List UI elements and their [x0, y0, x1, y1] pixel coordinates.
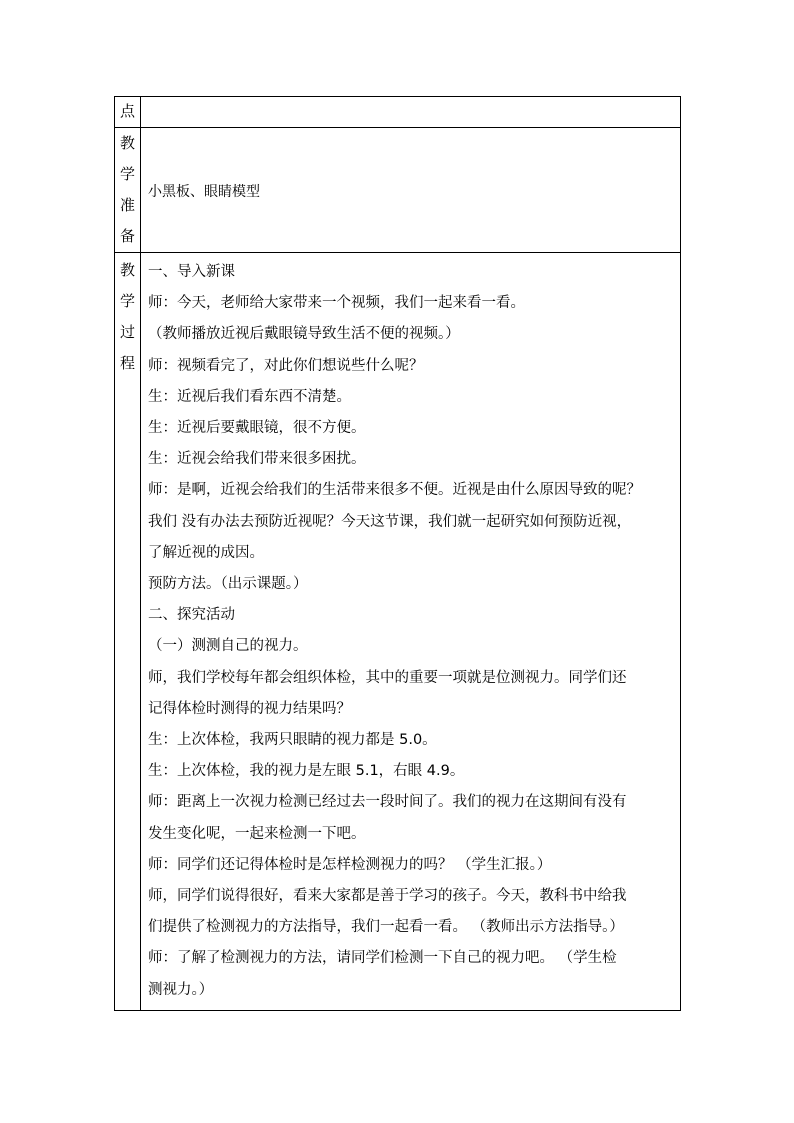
process-line: 了解近视的成因。 — [148, 544, 264, 561]
process-line: 师：距离上一次视力检测已经过去一段时间了。我们的视力在这期间有没有 — [148, 794, 627, 811]
process-line: 生：近视后我们看东西不清楚。 — [148, 388, 351, 405]
process-line: 师：今天，老师给大家带来一个视频，我们一起来看一看。 — [148, 295, 525, 312]
row-teaching-process — [115, 253, 681, 1011]
label-cell-process — [115, 253, 141, 1011]
row-teaching-preparation — [115, 128, 681, 253]
process-line: 生：近视后要戴眼镜，很不方便。 — [148, 420, 366, 437]
label-char: 点 — [119, 102, 135, 120]
label-cell-preparation — [115, 128, 141, 253]
process-line: 们提供了检测视力的方法指导，我们一起看一看。 （教师出示方法指导。） — [148, 919, 624, 936]
label-char: 教 — [119, 134, 135, 152]
process-line: 师，同学们说得很好，看来大家都是善于学习的孩子。今天，教科书中给我 — [148, 888, 627, 905]
process-line: 一、导入新课 — [148, 264, 235, 280]
content-cell-dian — [141, 97, 681, 128]
label-char: 准 — [119, 196, 135, 214]
process-line: 二、探究活动 — [148, 607, 235, 624]
process-line: 生：上次体检，我两只眼睛的视力都是 5.0。 — [148, 732, 437, 749]
label-char: 程 — [119, 354, 135, 372]
process-line: 师，我们学校每年都会组织体检，其中的重要一项就是位测视力。同学们还 — [148, 669, 627, 686]
process-line: 测视力。） — [148, 981, 214, 998]
label-cell-dian — [115, 97, 141, 128]
label-char: 过 — [119, 323, 135, 341]
preparation-text: 小黑板、眼睛模型 — [148, 184, 260, 200]
process-line: 发生变化呢，一起来检测一下吧。 — [148, 825, 366, 842]
process-line: 师：了解了检测视力的方法，请同学们检测一下自己的视力吧。 （学生检 — [148, 950, 617, 967]
content-cell-process — [141, 253, 681, 1011]
process-content — [141, 253, 680, 1010]
process-line: 我们 没有办法去预防近视呢？今天这节课，我们就一起研究如何预防近视， — [148, 513, 632, 530]
process-line: 师：是啊，近视会给我们的生活带来很多不便。近视是由什么原因导致的呢？ — [148, 482, 641, 499]
label-char: 学 — [119, 165, 135, 183]
label-char: 教 — [119, 261, 135, 279]
process-line: 师：同学们还记得体检时是怎样检测视力的吗？ （学生汇报。） — [148, 856, 552, 873]
row-dian — [115, 97, 681, 128]
process-line: 生：近视会给我们带来很多困扰。 — [148, 451, 366, 468]
process-line: 师：视频看完了，对此你们想说些什么呢？ — [148, 357, 424, 374]
lesson-plan-table — [114, 96, 681, 1011]
content-cell-preparation — [141, 128, 681, 253]
process-line: （教师播放近视后戴眼镜导致生活不便的视频。） — [148, 326, 460, 343]
process-line: 记得体检时测得的视力结果吗？ — [148, 700, 351, 717]
process-line: 生：上次体检，我的视力是左眼 5.1，右眼 4.9。 — [148, 763, 465, 780]
process-line: （一）测测自己的视力。 — [148, 638, 308, 655]
process-line: 预防方法。（出示课题。） — [148, 576, 308, 593]
label-char: 备 — [119, 227, 135, 245]
label-char: 学 — [119, 292, 135, 310]
